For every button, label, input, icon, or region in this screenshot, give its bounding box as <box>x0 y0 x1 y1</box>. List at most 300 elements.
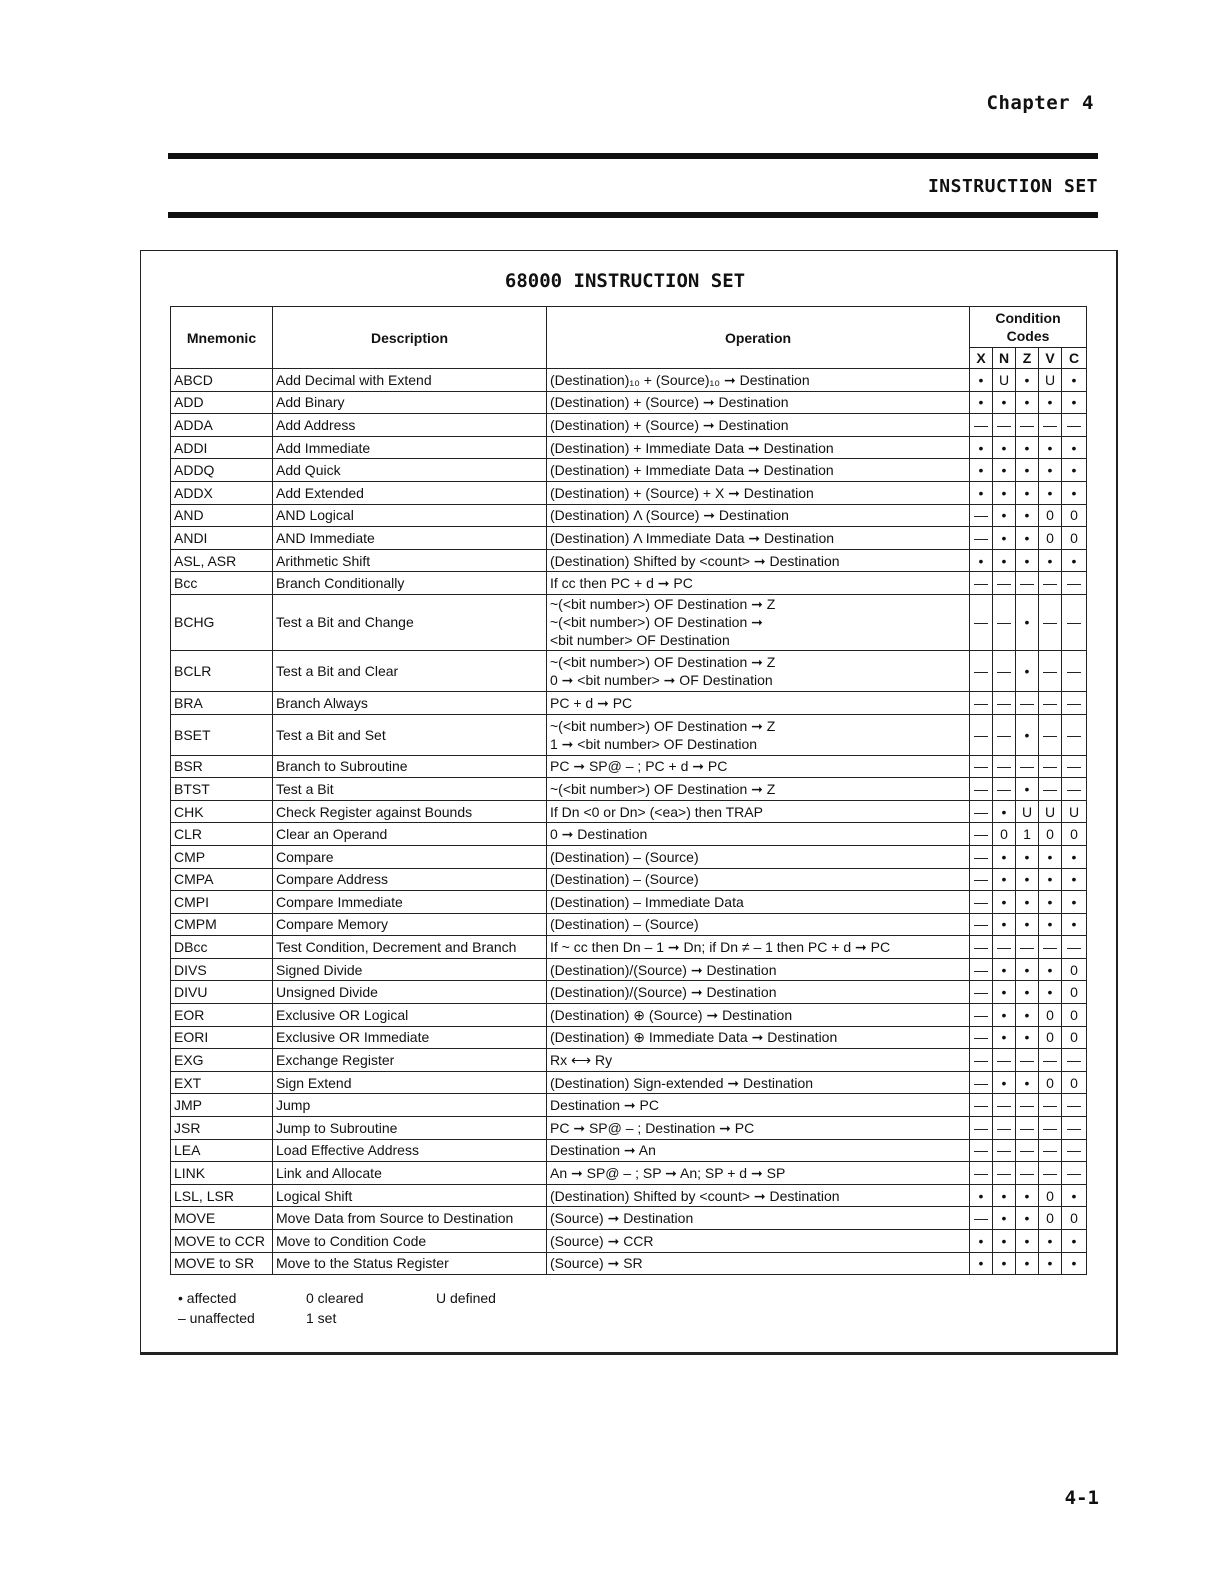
operation-line: <bit number> OF Destination <box>550 632 730 649</box>
flag-x-cell: • <box>970 369 993 392</box>
description-cell: Signed Divide <box>273 958 547 981</box>
table-row <box>171 1094 1087 1117</box>
flag-n-cell: — <box>993 1162 1016 1185</box>
table-row <box>171 958 1087 981</box>
flag-c-cell: 0 <box>1062 958 1087 981</box>
operation-cell <box>547 1004 970 1027</box>
flag-c-cell: — <box>1062 936 1087 959</box>
operation-cell <box>547 1026 970 1049</box>
flag-v-cell: • <box>1039 845 1062 868</box>
operation-line: If ~ cc then Dn – 1 ➞ Dn; if Dn ≠ – 1 then PC + d ➞ PC <box>550 939 891 956</box>
table-row <box>171 414 1087 437</box>
flag-n-cell: • <box>993 1026 1016 1049</box>
table-row <box>171 650 1087 691</box>
description-cell: Branch Conditionally <box>273 572 547 595</box>
flag-n-cell: 0 <box>993 823 1016 846</box>
description-cell: Move Data from Source to Destination <box>273 1207 547 1230</box>
flag-v-cell: — <box>1039 936 1062 959</box>
operation-line: (Destination) + Immediate Data ➞ Destination <box>550 439 834 456</box>
flag-c-cell: • <box>1062 1184 1087 1207</box>
flag-x-cell: • <box>970 1252 993 1275</box>
flag-x-cell: — <box>970 981 993 1004</box>
flag-v-cell: • <box>1039 549 1062 572</box>
flag-z-cell: • <box>1016 845 1039 868</box>
operation-line: (Destination) – (Source) <box>550 848 699 865</box>
second-rule <box>168 212 1098 218</box>
flag-n-cell: • <box>993 481 1016 504</box>
description-cell: Compare <box>273 845 547 868</box>
operation-cell <box>547 572 970 595</box>
table-row <box>171 1184 1087 1207</box>
flag-v-cell: — <box>1039 572 1062 595</box>
operation-cell <box>547 800 970 823</box>
table-row <box>171 1004 1087 1027</box>
description-cell: Add Quick <box>273 459 547 482</box>
flag-n-cell: — <box>993 650 1016 691</box>
flag-z-cell: 1 <box>1016 823 1039 846</box>
flag-x-cell: — <box>970 714 993 755</box>
table-row <box>171 868 1087 891</box>
table-row <box>171 1026 1087 1049</box>
flag-c-cell: • <box>1062 868 1087 891</box>
flag-c-cell: U <box>1062 800 1087 823</box>
flag-n-cell: — <box>993 1117 1016 1140</box>
description-cell: Link and Allocate <box>273 1162 547 1185</box>
legend-set: 1 set <box>306 1310 337 1326</box>
operation-line: 0 ➞ Destination <box>550 826 648 843</box>
operation-cell <box>547 1207 970 1230</box>
mnemonic-cell: LEA <box>171 1139 273 1162</box>
flag-v-cell: — <box>1039 594 1062 650</box>
flag-x-cell: — <box>970 1207 993 1230</box>
flag-n-cell: — <box>993 691 1016 714</box>
flag-c-cell: — <box>1062 1049 1087 1072</box>
flag-z-cell: • <box>1016 958 1039 981</box>
flag-n-cell: — <box>993 1139 1016 1162</box>
table-row <box>171 1252 1087 1275</box>
flag-z-cell: • <box>1016 868 1039 891</box>
flag-z-cell: • <box>1016 1207 1039 1230</box>
operation-line: (Source) ➞ CCR <box>550 1232 654 1249</box>
table-row <box>171 481 1087 504</box>
flag-v-cell: — <box>1039 1162 1062 1185</box>
flag-c-cell: • <box>1062 913 1087 936</box>
operation-cell <box>547 958 970 981</box>
description-cell: Unsigned Divide <box>273 981 547 1004</box>
flag-z-cell: • <box>1016 436 1039 459</box>
flag-c-header: C <box>1062 348 1087 369</box>
flag-n-cell: • <box>993 504 1016 527</box>
flag-v-cell: — <box>1039 1139 1062 1162</box>
flag-c-cell: • <box>1062 1230 1087 1253</box>
flag-n-header: N <box>993 348 1016 369</box>
flag-z-cell: • <box>1016 1004 1039 1027</box>
flag-c-cell: 0 <box>1062 504 1087 527</box>
description-cell: AND Immediate <box>273 527 547 550</box>
mnemonic-cell: ADDQ <box>171 459 273 482</box>
flag-z-cell: — <box>1016 414 1039 437</box>
mnemonic-cell: DIVU <box>171 981 273 1004</box>
legend-unaffected: – unaffected <box>178 1310 255 1326</box>
operation-cell <box>547 391 970 414</box>
flag-z-cell: • <box>1016 891 1039 914</box>
flag-v-cell: 0 <box>1039 1184 1062 1207</box>
flag-v-cell: 0 <box>1039 823 1062 846</box>
flag-v-cell: U <box>1039 369 1062 392</box>
operation-line: 1 ➞ <bit number> OF Destination <box>550 735 758 752</box>
flag-n-cell: • <box>993 436 1016 459</box>
flag-x-cell: — <box>970 691 993 714</box>
description-cell: Move to the Status Register <box>273 1252 547 1275</box>
table-row <box>171 1230 1087 1253</box>
flag-x-cell: — <box>970 1071 993 1094</box>
mnemonic-cell: BSR <box>171 755 273 778</box>
table-row <box>171 691 1087 714</box>
operation-cell <box>547 913 970 936</box>
flag-z-cell: • <box>1016 549 1039 572</box>
page-number: 4-1 <box>1064 1487 1099 1509</box>
operation-line: PC ➞ SP@ – ; Destination ➞ PC <box>550 1119 755 1136</box>
flag-x-cell: — <box>970 868 993 891</box>
flag-n-cell: • <box>993 549 1016 572</box>
mnemonic-cell: ABCD <box>171 369 273 392</box>
flag-c-cell: 0 <box>1062 1071 1087 1094</box>
table-row <box>171 504 1087 527</box>
mnemonic-header: Mnemonic <box>171 307 273 369</box>
operation-line: (Destination)₁₀ + (Source)₁₀ ➞ Destination <box>550 371 810 388</box>
flag-n-cell: • <box>993 1207 1016 1230</box>
mnemonic-cell: CMP <box>171 845 273 868</box>
flag-c-cell: 0 <box>1062 1207 1087 1230</box>
table-row <box>171 549 1087 572</box>
flag-c-cell: — <box>1062 650 1087 691</box>
operation-cell <box>547 845 970 868</box>
mnemonic-cell: EORI <box>171 1026 273 1049</box>
operation-line: (Source) ➞ Destination <box>550 1210 694 1227</box>
flag-z-cell: • <box>1016 391 1039 414</box>
description-cell: Sign Extend <box>273 1071 547 1094</box>
operation-line: 0 ➞ <bit number> ➞ OF Destination <box>550 671 773 688</box>
mnemonic-cell: EXT <box>171 1071 273 1094</box>
instruction-table <box>170 306 1087 1275</box>
table-row <box>171 755 1087 778</box>
operation-cell <box>547 549 970 572</box>
flag-c-cell: — <box>1062 1117 1087 1140</box>
operation-cell <box>547 527 970 550</box>
flag-v-cell: 0 <box>1039 1026 1062 1049</box>
flag-c-cell: — <box>1062 691 1087 714</box>
flag-n-cell: — <box>993 778 1016 801</box>
operation-line: (Destination) Shifted by <count> ➞ Destination <box>550 1187 840 1204</box>
operation-cell <box>547 1230 970 1253</box>
table-row <box>171 436 1087 459</box>
operation-cell <box>547 691 970 714</box>
flag-n-cell: • <box>993 913 1016 936</box>
mnemonic-cell: MOVE <box>171 1207 273 1230</box>
flag-v-cell: 0 <box>1039 504 1062 527</box>
flag-x-cell: — <box>970 1026 993 1049</box>
description-cell: Compare Memory <box>273 913 547 936</box>
flag-n-cell: • <box>993 958 1016 981</box>
mnemonic-cell: CMPM <box>171 913 273 936</box>
operation-cell <box>547 594 970 650</box>
flag-z-cell: — <box>1016 1139 1039 1162</box>
flag-n-cell: • <box>993 1071 1016 1094</box>
operation-line: ~(<bit number>) OF Destination ➞ Z <box>550 653 776 670</box>
table-row <box>171 1117 1087 1140</box>
flag-v-cell: — <box>1039 1117 1062 1140</box>
flag-v-cell: 0 <box>1039 1004 1062 1027</box>
description-cell: Add Address <box>273 414 547 437</box>
flag-n-cell: — <box>993 755 1016 778</box>
operation-line: Rx ⟷ Ry <box>550 1052 613 1069</box>
flag-c-cell: 0 <box>1062 1026 1087 1049</box>
mnemonic-cell: EOR <box>171 1004 273 1027</box>
operation-cell <box>547 868 970 891</box>
operation-line: If cc then PC + d ➞ PC <box>550 575 693 592</box>
flag-v-cell: 0 <box>1039 1071 1062 1094</box>
flag-z-cell: • <box>1016 369 1039 392</box>
mnemonic-cell: ASL, ASR <box>171 549 273 572</box>
flag-x-cell: • <box>970 459 993 482</box>
description-cell: Add Immediate <box>273 436 547 459</box>
description-cell: Add Extended <box>273 481 547 504</box>
description-cell: AND Logical <box>273 504 547 527</box>
condition-codes-header: Condition Codes <box>970 307 1087 348</box>
flag-v-cell: • <box>1039 391 1062 414</box>
flag-v-cell: • <box>1039 1252 1062 1275</box>
flag-z-cell: — <box>1016 691 1039 714</box>
operation-line: (Destination) + (Source) + X ➞ Destination <box>550 484 814 501</box>
operation-line: ~(<bit number>) OF Destination ➞ Z <box>550 596 776 613</box>
flag-z-cell: • <box>1016 1071 1039 1094</box>
flag-x-cell: — <box>970 1162 993 1185</box>
table-row <box>171 778 1087 801</box>
mnemonic-cell: BTST <box>171 778 273 801</box>
flag-x-cell: — <box>970 1139 993 1162</box>
operation-header: Operation <box>547 307 970 369</box>
flag-c-cell: 0 <box>1062 981 1087 1004</box>
flag-z-cell: • <box>1016 594 1039 650</box>
operation-line: (Destination) – Immediate Data <box>550 893 744 910</box>
flag-z-cell: — <box>1016 755 1039 778</box>
legend-defined: U defined <box>436 1290 496 1306</box>
flag-z-cell: • <box>1016 714 1039 755</box>
mnemonic-cell: BRA <box>171 691 273 714</box>
flag-v-cell: 0 <box>1039 527 1062 550</box>
flag-c-cell: — <box>1062 778 1087 801</box>
flag-x-cell: — <box>970 504 993 527</box>
flag-v-cell: 0 <box>1039 1207 1062 1230</box>
operation-line: (Destination) ⊕ (Source) ➞ Destination <box>550 1006 793 1023</box>
flag-x-cell: — <box>970 755 993 778</box>
flag-n-cell: • <box>993 868 1016 891</box>
flag-n-cell: • <box>993 845 1016 868</box>
flag-n-cell: • <box>993 891 1016 914</box>
table-row <box>171 913 1087 936</box>
operation-line: PC + d ➞ PC <box>550 694 633 711</box>
description-cell: Test a Bit and Set <box>273 714 547 755</box>
mnemonic-cell: EXG <box>171 1049 273 1072</box>
mnemonic-cell: AND <box>171 504 273 527</box>
flag-n-cell: U <box>993 369 1016 392</box>
flag-n-cell: • <box>993 1252 1016 1275</box>
flag-x-cell: — <box>970 414 993 437</box>
operation-line: (Destination) + (Source) ➞ Destination <box>550 416 789 433</box>
operation-line: (Destination) Λ (Source) ➞ Destination <box>550 507 789 524</box>
flag-z-cell: • <box>1016 778 1039 801</box>
mnemonic-cell: CMPI <box>171 891 273 914</box>
flag-c-cell: 0 <box>1062 823 1087 846</box>
operation-cell <box>547 414 970 437</box>
flag-n-cell: — <box>993 594 1016 650</box>
flag-n-cell: — <box>993 1094 1016 1117</box>
flag-x-cell: — <box>970 1049 993 1072</box>
flag-n-cell: • <box>993 1230 1016 1253</box>
description-cell: Check Register against Bounds <box>273 800 547 823</box>
flag-n-cell: — <box>993 572 1016 595</box>
description-cell: Compare Immediate <box>273 891 547 914</box>
flag-v-cell: • <box>1039 891 1062 914</box>
flag-z-cell: • <box>1016 1252 1039 1275</box>
flag-n-cell: • <box>993 800 1016 823</box>
operation-cell <box>547 891 970 914</box>
flag-v-cell: • <box>1039 981 1062 1004</box>
table-row <box>171 527 1087 550</box>
table-row <box>171 891 1087 914</box>
mnemonic-cell: ADDA <box>171 414 273 437</box>
flag-z-cell: U <box>1016 800 1039 823</box>
flag-n-cell: • <box>993 527 1016 550</box>
flag-c-cell: — <box>1062 714 1087 755</box>
flag-x-cell: — <box>970 913 993 936</box>
operation-cell <box>547 459 970 482</box>
table-row <box>171 1207 1087 1230</box>
flag-v-cell: — <box>1039 691 1062 714</box>
mnemonic-cell: DBcc <box>171 936 273 959</box>
operation-cell <box>547 936 970 959</box>
flag-v-cell: • <box>1039 481 1062 504</box>
operation-cell <box>547 714 970 755</box>
flag-n-cell: — <box>993 936 1016 959</box>
flag-x-cell: — <box>970 1094 993 1117</box>
flag-z-header: Z <box>1016 348 1039 369</box>
flag-z-cell: • <box>1016 1184 1039 1207</box>
flag-z-cell: • <box>1016 504 1039 527</box>
flag-z-cell: • <box>1016 650 1039 691</box>
flag-c-cell: — <box>1062 572 1087 595</box>
flag-x-cell: • <box>970 481 993 504</box>
flag-v-cell: • <box>1039 436 1062 459</box>
mnemonic-cell: CHK <box>171 800 273 823</box>
operation-line: (Destination) ⊕ Immediate Data ➞ Destination <box>550 1029 838 1046</box>
description-cell: Branch Always <box>273 691 547 714</box>
operation-cell <box>547 1094 970 1117</box>
operation-cell <box>547 823 970 846</box>
instruction-rows <box>171 369 1087 1275</box>
operation-line: An ➞ SP@ – ; SP ➞ An; SP + d ➞ SP <box>550 1165 786 1182</box>
flag-z-cell: — <box>1016 1162 1039 1185</box>
flag-c-cell: • <box>1062 891 1087 914</box>
description-cell: Test Condition, Decrement and Branch <box>273 936 547 959</box>
flag-c-cell: — <box>1062 1139 1087 1162</box>
flag-x-cell: — <box>970 891 993 914</box>
operation-line: (Destination) Sign-extended ➞ Destination <box>550 1074 814 1091</box>
operation-cell <box>547 1184 970 1207</box>
section-heading: INSTRUCTION SET <box>927 176 1098 197</box>
description-cell: Exclusive OR Logical <box>273 1004 547 1027</box>
flag-z-cell: • <box>1016 527 1039 550</box>
flag-c-cell: — <box>1062 594 1087 650</box>
flag-c-cell: — <box>1062 755 1087 778</box>
flag-c-cell: • <box>1062 549 1087 572</box>
mnemonic-cell: BSET <box>171 714 273 755</box>
table-row <box>171 823 1087 846</box>
mnemonic-cell: MOVE to SR <box>171 1252 273 1275</box>
flag-n-cell: • <box>993 1184 1016 1207</box>
description-cell: Test a Bit <box>273 778 547 801</box>
flag-v-cell: — <box>1039 755 1062 778</box>
description-cell: Exchange Register <box>273 1049 547 1072</box>
flag-x-cell: — <box>970 778 993 801</box>
flag-v-cell: • <box>1039 459 1062 482</box>
description-cell: Load Effective Address <box>273 1139 547 1162</box>
flag-x-cell: • <box>970 391 993 414</box>
flag-x-cell: — <box>970 650 993 691</box>
operation-cell <box>547 1049 970 1072</box>
flag-x-cell: — <box>970 527 993 550</box>
flag-z-cell: • <box>1016 1230 1039 1253</box>
flag-z-cell: — <box>1016 936 1039 959</box>
operation-line: (Source) ➞ SR <box>550 1255 643 1272</box>
operation-line: (Destination) – (Source) <box>550 871 699 888</box>
flag-v-cell: — <box>1039 778 1062 801</box>
operation-cell <box>547 650 970 691</box>
flag-z-cell: • <box>1016 481 1039 504</box>
operation-cell <box>547 481 970 504</box>
flag-v-header: V <box>1039 348 1062 369</box>
table-row <box>171 936 1087 959</box>
flag-v-cell: • <box>1039 868 1062 891</box>
mnemonic-cell: CMPA <box>171 868 273 891</box>
operation-line: (Destination) Λ Immediate Data ➞ Destination <box>550 529 835 546</box>
operation-line: ~(<bit number>) OF Destination ➞ Z <box>550 717 776 734</box>
operation-cell <box>547 1252 970 1275</box>
mnemonic-cell: JMP <box>171 1094 273 1117</box>
flag-z-cell: — <box>1016 572 1039 595</box>
operation-line: Destination ➞ PC <box>550 1097 659 1114</box>
flag-v-cell: • <box>1039 1230 1062 1253</box>
flag-z-cell: • <box>1016 1026 1039 1049</box>
table-title: 68000 INSTRUCTION SET <box>504 270 746 292</box>
description-cell: Arithmetic Shift <box>273 549 547 572</box>
flag-x-header: X <box>970 348 993 369</box>
flag-n-cell: — <box>993 414 1016 437</box>
description-cell: Compare Address <box>273 868 547 891</box>
description-cell: Add Binary <box>273 391 547 414</box>
mnemonic-cell: LINK <box>171 1162 273 1185</box>
operation-line: PC ➞ SP@ – ; PC + d ➞ PC <box>550 758 728 775</box>
flag-x-cell: • <box>970 1184 993 1207</box>
flag-c-cell: • <box>1062 459 1087 482</box>
mnemonic-cell: BCLR <box>171 650 273 691</box>
operation-line: (Destination) + (Source) ➞ Destination <box>550 394 789 411</box>
description-cell: Test a Bit and Clear <box>273 650 547 691</box>
description-cell: Test a Bit and Change <box>273 594 547 650</box>
operation-line: ~(<bit number>) OF Destination ➞ Z <box>550 780 776 797</box>
operation-cell <box>547 981 970 1004</box>
operation-line: (Destination)/(Source) ➞ Destination <box>550 961 777 978</box>
